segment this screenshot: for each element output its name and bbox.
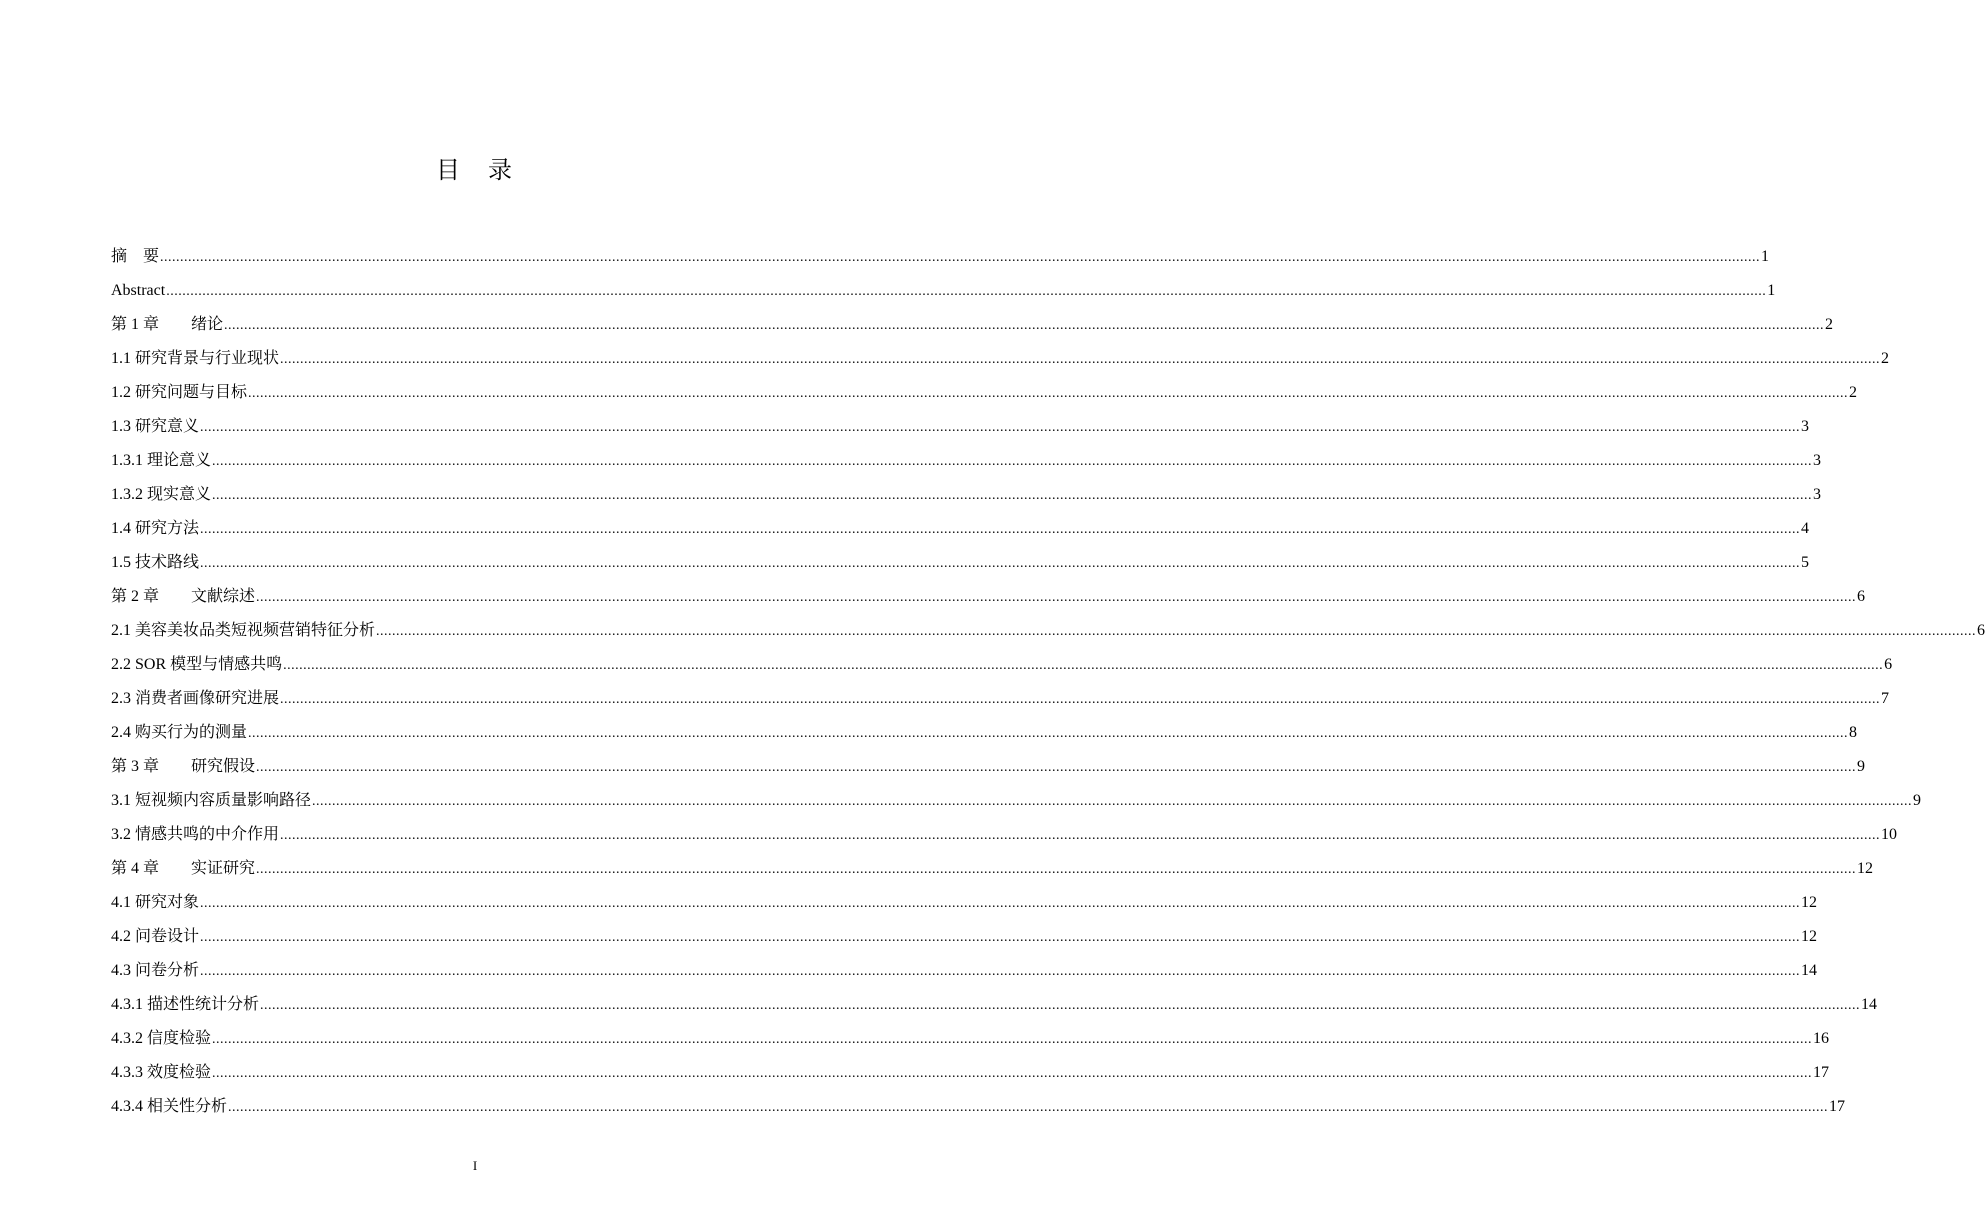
toc-entry-page-number: 2: [1849, 384, 1858, 401]
toc-entry-page-number: 6: [1857, 588, 1866, 605]
dot-leader: ................................................................................................................................................................................................................................................................................................................................................................................................................: [212, 1032, 1813, 1047]
toc-entry-label: 1.3.2 现实意义: [111, 486, 212, 503]
dot-leader: ................................................................................................................................................................................................................................................................................................................................................................................................................: [200, 930, 1801, 945]
toc-entry[interactable]: [111, 546, 1810, 580]
toc-entry-label: 第 3 章 研究假设: [111, 758, 256, 775]
toc-entry-page-number: 1: [1767, 282, 1776, 299]
toc-entry-label: 摘 要: [111, 248, 160, 265]
toc-entry[interactable]: [111, 342, 1890, 376]
toc-entry[interactable]: [111, 444, 1822, 478]
toc-entry-label: 1.2 研究问题与目标: [111, 384, 248, 401]
toc-entry-label: 1.1 研究背景与行业现状: [111, 350, 280, 367]
dot-leader: ................................................................................................................................................................................................................................................................................................................................................................................................................: [200, 522, 1801, 537]
toc-entry-page-number: 14: [1861, 996, 1878, 1013]
toc-entry[interactable]: [111, 240, 1770, 274]
toc-entry-label: 3.1 短视频内容质量影响路径: [111, 792, 312, 809]
toc-entry-label: 1.4 研究方法: [111, 520, 200, 537]
page-number: I: [472, 1158, 478, 1173]
dot-leader: ................................................................................................................................................................................................................................................................................................................................................................................................................: [280, 352, 1881, 367]
dot-leader: ................................................................................................................................................................................................................................................................................................................................................................................................................: [212, 454, 1813, 469]
toc-entry[interactable]: [111, 716, 1858, 750]
toc-entry-page-number: 2: [1825, 316, 1834, 333]
toc-entry[interactable]: [111, 886, 1818, 920]
toc-entry[interactable]: [111, 478, 1822, 512]
toc-entry-label: 2.3 消费者画像研究进展: [111, 690, 280, 707]
toc-entry-page-number: 1: [1761, 248, 1770, 265]
toc-entry[interactable]: [111, 1090, 1846, 1124]
toc-entry-page-number: 16: [1813, 1030, 1830, 1047]
toc-entry-page-number: 7: [1881, 690, 1890, 707]
toc-entry-page-number: 10: [1881, 826, 1898, 843]
toc-entry-label: 第 1 章 绪论: [111, 316, 224, 333]
toc-entry-page-number: 9: [1913, 792, 1922, 809]
dot-leader: ................................................................................................................................................................................................................................................................................................................................................................................................................: [212, 1066, 1813, 1081]
toc-entry[interactable]: [111, 784, 1922, 818]
dot-leader: ................................................................................................................................................................................................................................................................................................................................................................................................................: [256, 590, 1857, 605]
toc-entry-page-number: 3: [1801, 418, 1810, 435]
toc-entry-page-number: 14: [1801, 962, 1818, 979]
dot-leader: ................................................................................................................................................................................................................................................................................................................................................................................................................: [200, 420, 1801, 435]
toc-entry-label: 4.3.4 相关性分析: [111, 1098, 228, 1115]
toc-entry-page-number: 12: [1801, 928, 1818, 945]
toc-entry[interactable]: [111, 954, 1818, 988]
dot-leader: ................................................................................................................................................................................................................................................................................................................................................................................................................: [376, 624, 1977, 639]
toc-entry[interactable]: [111, 852, 1874, 886]
toc-entry[interactable]: [111, 580, 1866, 614]
dot-leader: ................................................................................................................................................................................................................................................................................................................................................................................................................: [160, 250, 1761, 265]
dot-leader: ................................................................................................................................................................................................................................................................................................................................................................................................................: [280, 828, 1881, 843]
toc-entry-page-number: 6: [1977, 622, 1985, 639]
toc-entry-page-number: 9: [1857, 758, 1866, 775]
toc-entry[interactable]: [111, 750, 1866, 784]
toc-entry-label: 第 4 章 实证研究: [111, 860, 256, 877]
toc-entry[interactable]: [111, 648, 1893, 682]
toc-entry[interactable]: [111, 410, 1810, 444]
dot-leader: ................................................................................................................................................................................................................................................................................................................................................................................................................: [200, 556, 1801, 571]
toc-entry-label: 2.1 美容美妆品类短视频营销特征分析: [111, 622, 376, 639]
toc-entry-label: 2.4 购买行为的测量: [111, 724, 248, 741]
toc-entry[interactable]: [111, 512, 1810, 546]
toc-entry-page-number: 3: [1813, 452, 1822, 469]
toc-entry[interactable]: [111, 376, 1858, 410]
toc-entry[interactable]: [111, 1022, 1830, 1056]
toc-entry-page-number: 17: [1829, 1098, 1846, 1115]
dot-leader: ................................................................................................................................................................................................................................................................................................................................................................................................................: [280, 692, 1881, 707]
dot-leader: ................................................................................................................................................................................................................................................................................................................................................................................................................: [228, 1100, 1829, 1115]
toc-entry-page-number: 8: [1849, 724, 1858, 741]
toc-entry[interactable]: [111, 988, 1878, 1022]
toc-entry[interactable]: [111, 274, 1776, 308]
toc-entry-page-number: 4: [1801, 520, 1810, 537]
toc-entry-label: 3.2 情感共鸣的中介作用: [111, 826, 280, 843]
toc-entry-page-number: 2: [1881, 350, 1890, 367]
dot-leader: ................................................................................................................................................................................................................................................................................................................................................................................................................: [256, 862, 1857, 877]
dot-leader: ................................................................................................................................................................................................................................................................................................................................................................................................................: [212, 488, 1813, 503]
dot-leader: ................................................................................................................................................................................................................................................................................................................................................................................................................: [248, 386, 1849, 401]
dot-leader: ................................................................................................................................................................................................................................................................................................................................................................................................................: [200, 896, 1801, 911]
dot-leader: ................................................................................................................................................................................................................................................................................................................................................................................................................: [260, 998, 1861, 1013]
dot-leader: ................................................................................................................................................................................................................................................................................................................................................................................................................: [256, 760, 1857, 775]
toc-entry-label: 1.5 技术路线: [111, 554, 200, 571]
dot-leader: ................................................................................................................................................................................................................................................................................................................................................................................................................: [200, 964, 1801, 979]
toc-entry-page-number: 12: [1857, 860, 1874, 877]
toc-entry-label: 4.3.3 效度检验: [111, 1064, 212, 1081]
table-of-contents: [111, 240, 1985, 1124]
toc-entry[interactable]: [111, 920, 1818, 954]
toc-entry-label: 第 2 章 文献综述: [111, 588, 256, 605]
toc-entry[interactable]: [111, 308, 1834, 342]
toc-entry-label: 4.3 问卷分析: [111, 962, 200, 979]
toc-entry-page-number: 17: [1813, 1064, 1830, 1081]
toc-entry-label: 4.3.1 描述性统计分析: [111, 996, 260, 1013]
toc-entry[interactable]: [111, 1056, 1830, 1090]
toc-entry-page-number: 3: [1813, 486, 1822, 503]
toc-entry-label: 2.2 SOR 模型与情感共鸣: [111, 656, 283, 673]
dot-leader: ................................................................................................................................................................................................................................................................................................................................................................................................................: [224, 318, 1825, 333]
toc-entry-label: 4.3.2 信度检验: [111, 1030, 212, 1047]
toc-entry-label: 1.3 研究意义: [111, 418, 200, 435]
dot-leader: ................................................................................................................................................................................................................................................................................................................................................................................................................: [283, 658, 1884, 673]
dot-leader: ................................................................................................................................................................................................................................................................................................................................................................................................................: [312, 794, 1913, 809]
toc-entry-label: 1.3.1 理论意义: [111, 452, 212, 469]
toc-entry-page-number: 12: [1801, 894, 1818, 911]
toc-entry[interactable]: [111, 614, 1985, 648]
toc-entry[interactable]: [111, 818, 1898, 852]
dot-leader: ................................................................................................................................................................................................................................................................................................................................................................................................................: [248, 726, 1849, 741]
toc-title: 目 录: [436, 156, 514, 184]
toc-entry-page-number: 6: [1884, 656, 1893, 673]
toc-entry-label: 4.2 问卷设计: [111, 928, 200, 945]
toc-entry-label: 4.1 研究对象: [111, 894, 200, 911]
dot-leader: ................................................................................................................................................................................................................................................................................................................................................................................................................: [166, 284, 1767, 299]
toc-entry-page-number: 5: [1801, 554, 1810, 571]
toc-entry-label: Abstract: [111, 282, 166, 299]
toc-entry[interactable]: [111, 682, 1890, 716]
